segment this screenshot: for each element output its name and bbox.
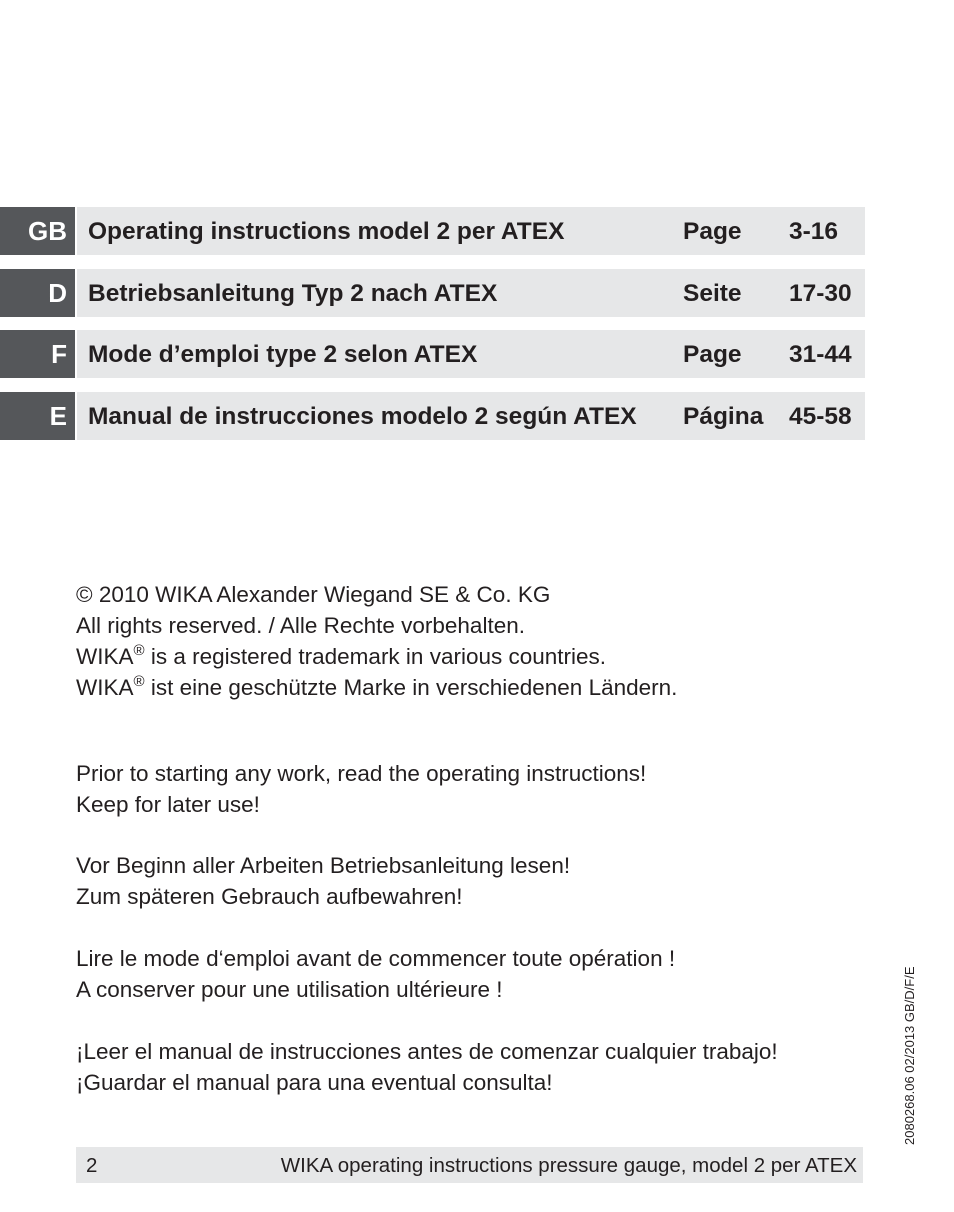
- toc-title: Manual de instrucciones modelo 2 según ATEX: [88, 403, 637, 430]
- trademark-line-en: [76, 641, 677, 672]
- toc-page-range: 3-16: [789, 218, 839, 245]
- copyright-line: © 2010 WIKA Alexander Wiegand SE & Co. KG: [76, 582, 551, 607]
- brand-name: WIKA: [76, 675, 134, 700]
- trademark-text: ist eine geschützte Marke in verschiedenen Ländern.: [144, 675, 678, 700]
- toc-page-label: Page: [683, 218, 742, 245]
- toc-page-range: 45-58: [789, 403, 852, 430]
- toc-title: Betriebsanleitung Typ 2 nach ATEX: [88, 280, 498, 307]
- toc-page-label: Página: [683, 403, 764, 430]
- notice-de: [76, 850, 570, 912]
- notice-en: [76, 758, 646, 820]
- toc-bar: [77, 269, 865, 317]
- toc-page-label: Seite: [683, 280, 742, 307]
- toc-page-range: 17-30: [789, 280, 852, 307]
- notice-line: ¡Guardar el manual para una eventual consulta!: [76, 1070, 553, 1095]
- toc-bar: [77, 330, 865, 378]
- page-footer: [76, 1147, 863, 1183]
- notice-line: Lire le mode d‘emploi avant de commencer toute opération !: [76, 946, 676, 971]
- trademark-text: is a registered trademark in various countries.: [144, 644, 607, 669]
- language-code: F: [0, 330, 75, 378]
- language-code: GB: [0, 207, 75, 255]
- notice-line: A conserver pour une utilisation ultérieure !: [76, 977, 503, 1002]
- notice-es: [76, 1036, 778, 1098]
- toc-row-d[interactable]: [0, 269, 866, 317]
- language-code: D: [0, 269, 75, 317]
- toc-row-e[interactable]: [0, 392, 866, 440]
- registered-mark: ®: [133, 642, 145, 659]
- toc-bar: [77, 392, 865, 440]
- notice-line: Vor Beginn aller Arbeiten Betriebsanleitung lesen!: [76, 853, 571, 878]
- rights-line: All rights reserved. / Alle Rechte vorbehalten.: [76, 613, 525, 638]
- page-number: 2: [86, 1154, 98, 1177]
- notice-fr: [76, 943, 675, 1005]
- notice-line: Prior to starting any work, read the operating instructions!: [76, 761, 647, 786]
- toc-page-range: 31-44: [789, 341, 852, 368]
- copyright-block: [76, 579, 677, 703]
- notice-line: ¡Leer el manual de instrucciones antes de comenzar cualquier trabajo!: [76, 1039, 778, 1064]
- notice-line: Zum späteren Gebrauch aufbewahren!: [76, 884, 463, 909]
- toc-row-gb[interactable]: [0, 207, 866, 255]
- document-number: 2080268.06 02/2013 GB/D/F/E: [902, 966, 917, 1145]
- trademark-line-de: [76, 672, 677, 703]
- toc-row-f[interactable]: [0, 330, 866, 378]
- toc-title: Operating instructions model 2 per ATEX: [88, 218, 565, 245]
- notice-line: Keep for later use!: [76, 792, 260, 817]
- registered-mark: ®: [133, 673, 145, 690]
- toc-title: Mode d’emploi type 2 selon ATEX: [88, 341, 478, 368]
- toc-page-label: Page: [683, 341, 742, 368]
- language-code: E: [0, 392, 75, 440]
- toc-bar: [77, 207, 865, 255]
- brand-name: WIKA: [76, 644, 134, 669]
- footer-title: WIKA operating instructions pressure gauge, model 2 per ATEX: [280, 1154, 857, 1177]
